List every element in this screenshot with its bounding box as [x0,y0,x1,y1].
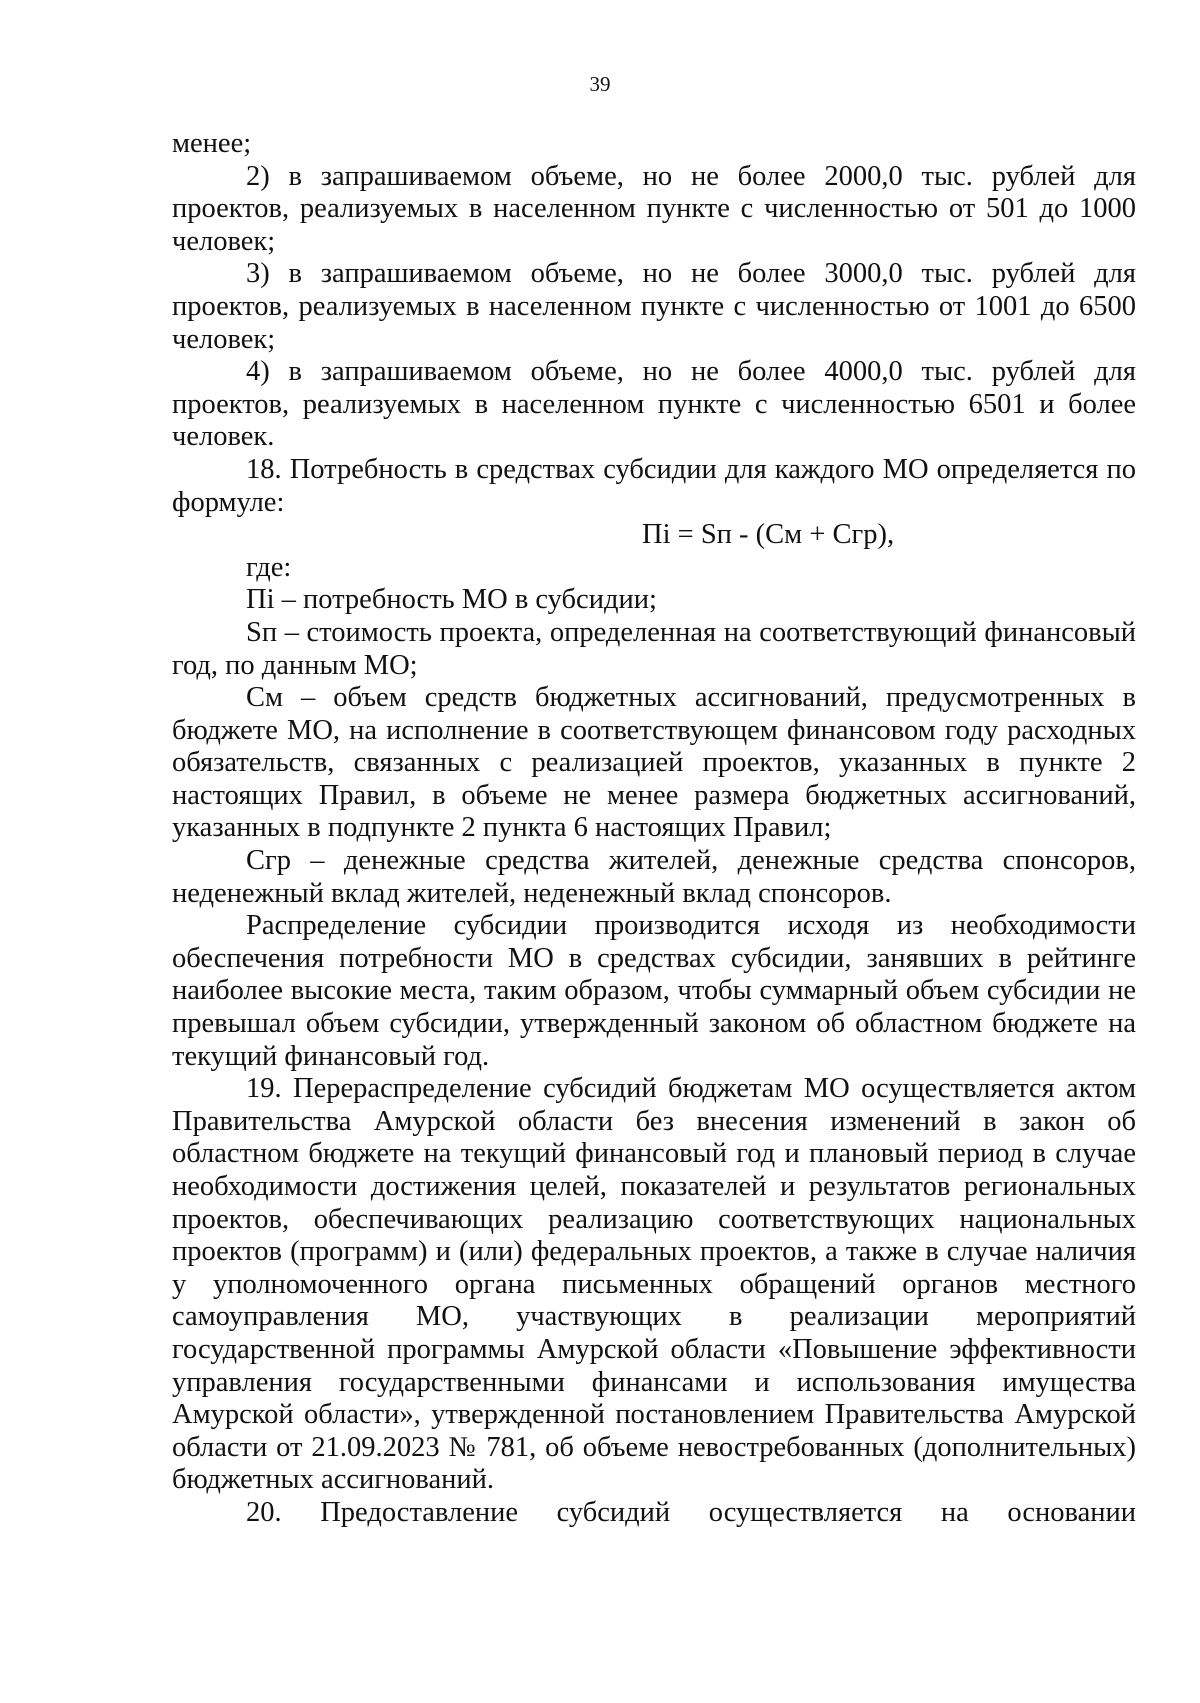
paragraph-continuation: менее; [172,128,252,159]
formula: Пi = Sп - (См + Сгр), [642,519,895,551]
paragraph-item-2: 2) в запрашиваемом объеме, но не более 2000,0 тыс. рублей для проектов, реализуемых в населенном пункте с численностью от 501 до 1000 человек; [172,160,1136,257]
page-number: 39 [589,72,611,96]
paragraph-distribution: Распределение субсидии производится исходя из необходимости обеспечения потребности МО в средствах субсидии, занявших в рейтинге наиболее высокие места, таким образом, чтобы суммарный объем субсидии не превышал объем субсидии, утвержденный законом об областном бюджете на текущий финансовый год. [172,910,1136,1072]
paragraph-item-4: 4) в запрашиваемом объеме, но не более 4000,0 тыс. рублей для проектов, реализуемых в населенном пункте с численностью 6501 и более человек. [172,356,1136,453]
document-body [172,128,1136,1530]
definition-sm: См – объем средств бюджетных ассигнований, предусмотренных в бюджете МО, на исполнение в соответствующем финансовом году расходных обязательств, связанных с реализацией проектов, указанных в пункте 2 настоящих Правил, в объеме не менее размера бюджетных ассигнований, указанных в подпункте 2 пункта 6 настоящих Правил; [172,682,1136,844]
definition-pi: Пi – потребность МО в субсидии; [246,584,657,616]
where-label: где: [246,551,292,583]
definition-sgr: Сгр – денежные средства жителей, денежные средства спонсоров, неденежный вклад жителей, неденежный вклад спонсоров. [172,845,1136,909]
paragraph-item-3: 3) в запрашиваемом объеме, но не более 3000,0 тыс. рублей для проектов, реализуемых в населенном пункте с численностью от 1001 до 6500 человек; [172,258,1136,355]
paragraph-19: 19. Перераспределение субсидий бюджетам МО осуществляется актом Правительства Амурской области без внесения изменений в закон об областном бюджете на текущий финансовый год и плановый период в случае необходимости достижения целей, показателей и результатов региональных проектов, обеспечивающих реализацию соответствующих национальных проектов (программ) и (или) федеральных проектов, а также в случае наличия у уполномоченного органа письменных обращений органов местного самоуправления МО, участвующих в реализации мероприятий государственной программы Амурской области «Повышение эффективности управления государственными финансами и использования имущества Амурской области», утвержденной постановлением Правительства Амурской области от 21.09.2023 № 781, об объеме невостребованных (дополнительных) бюджетных ассигнований. [172,1073,1136,1496]
paragraph-18: 18. Потребность в средствах субсидии для каждого МО определяется по формуле: [172,453,1136,518]
definition-sp: Sп – стоимость проекта, определенная на соответствующий финансовый год, по данным МО; [172,616,1136,681]
paragraph-20: 20. Предоставление субсидий осуществляется на основании [246,1496,1136,1528]
